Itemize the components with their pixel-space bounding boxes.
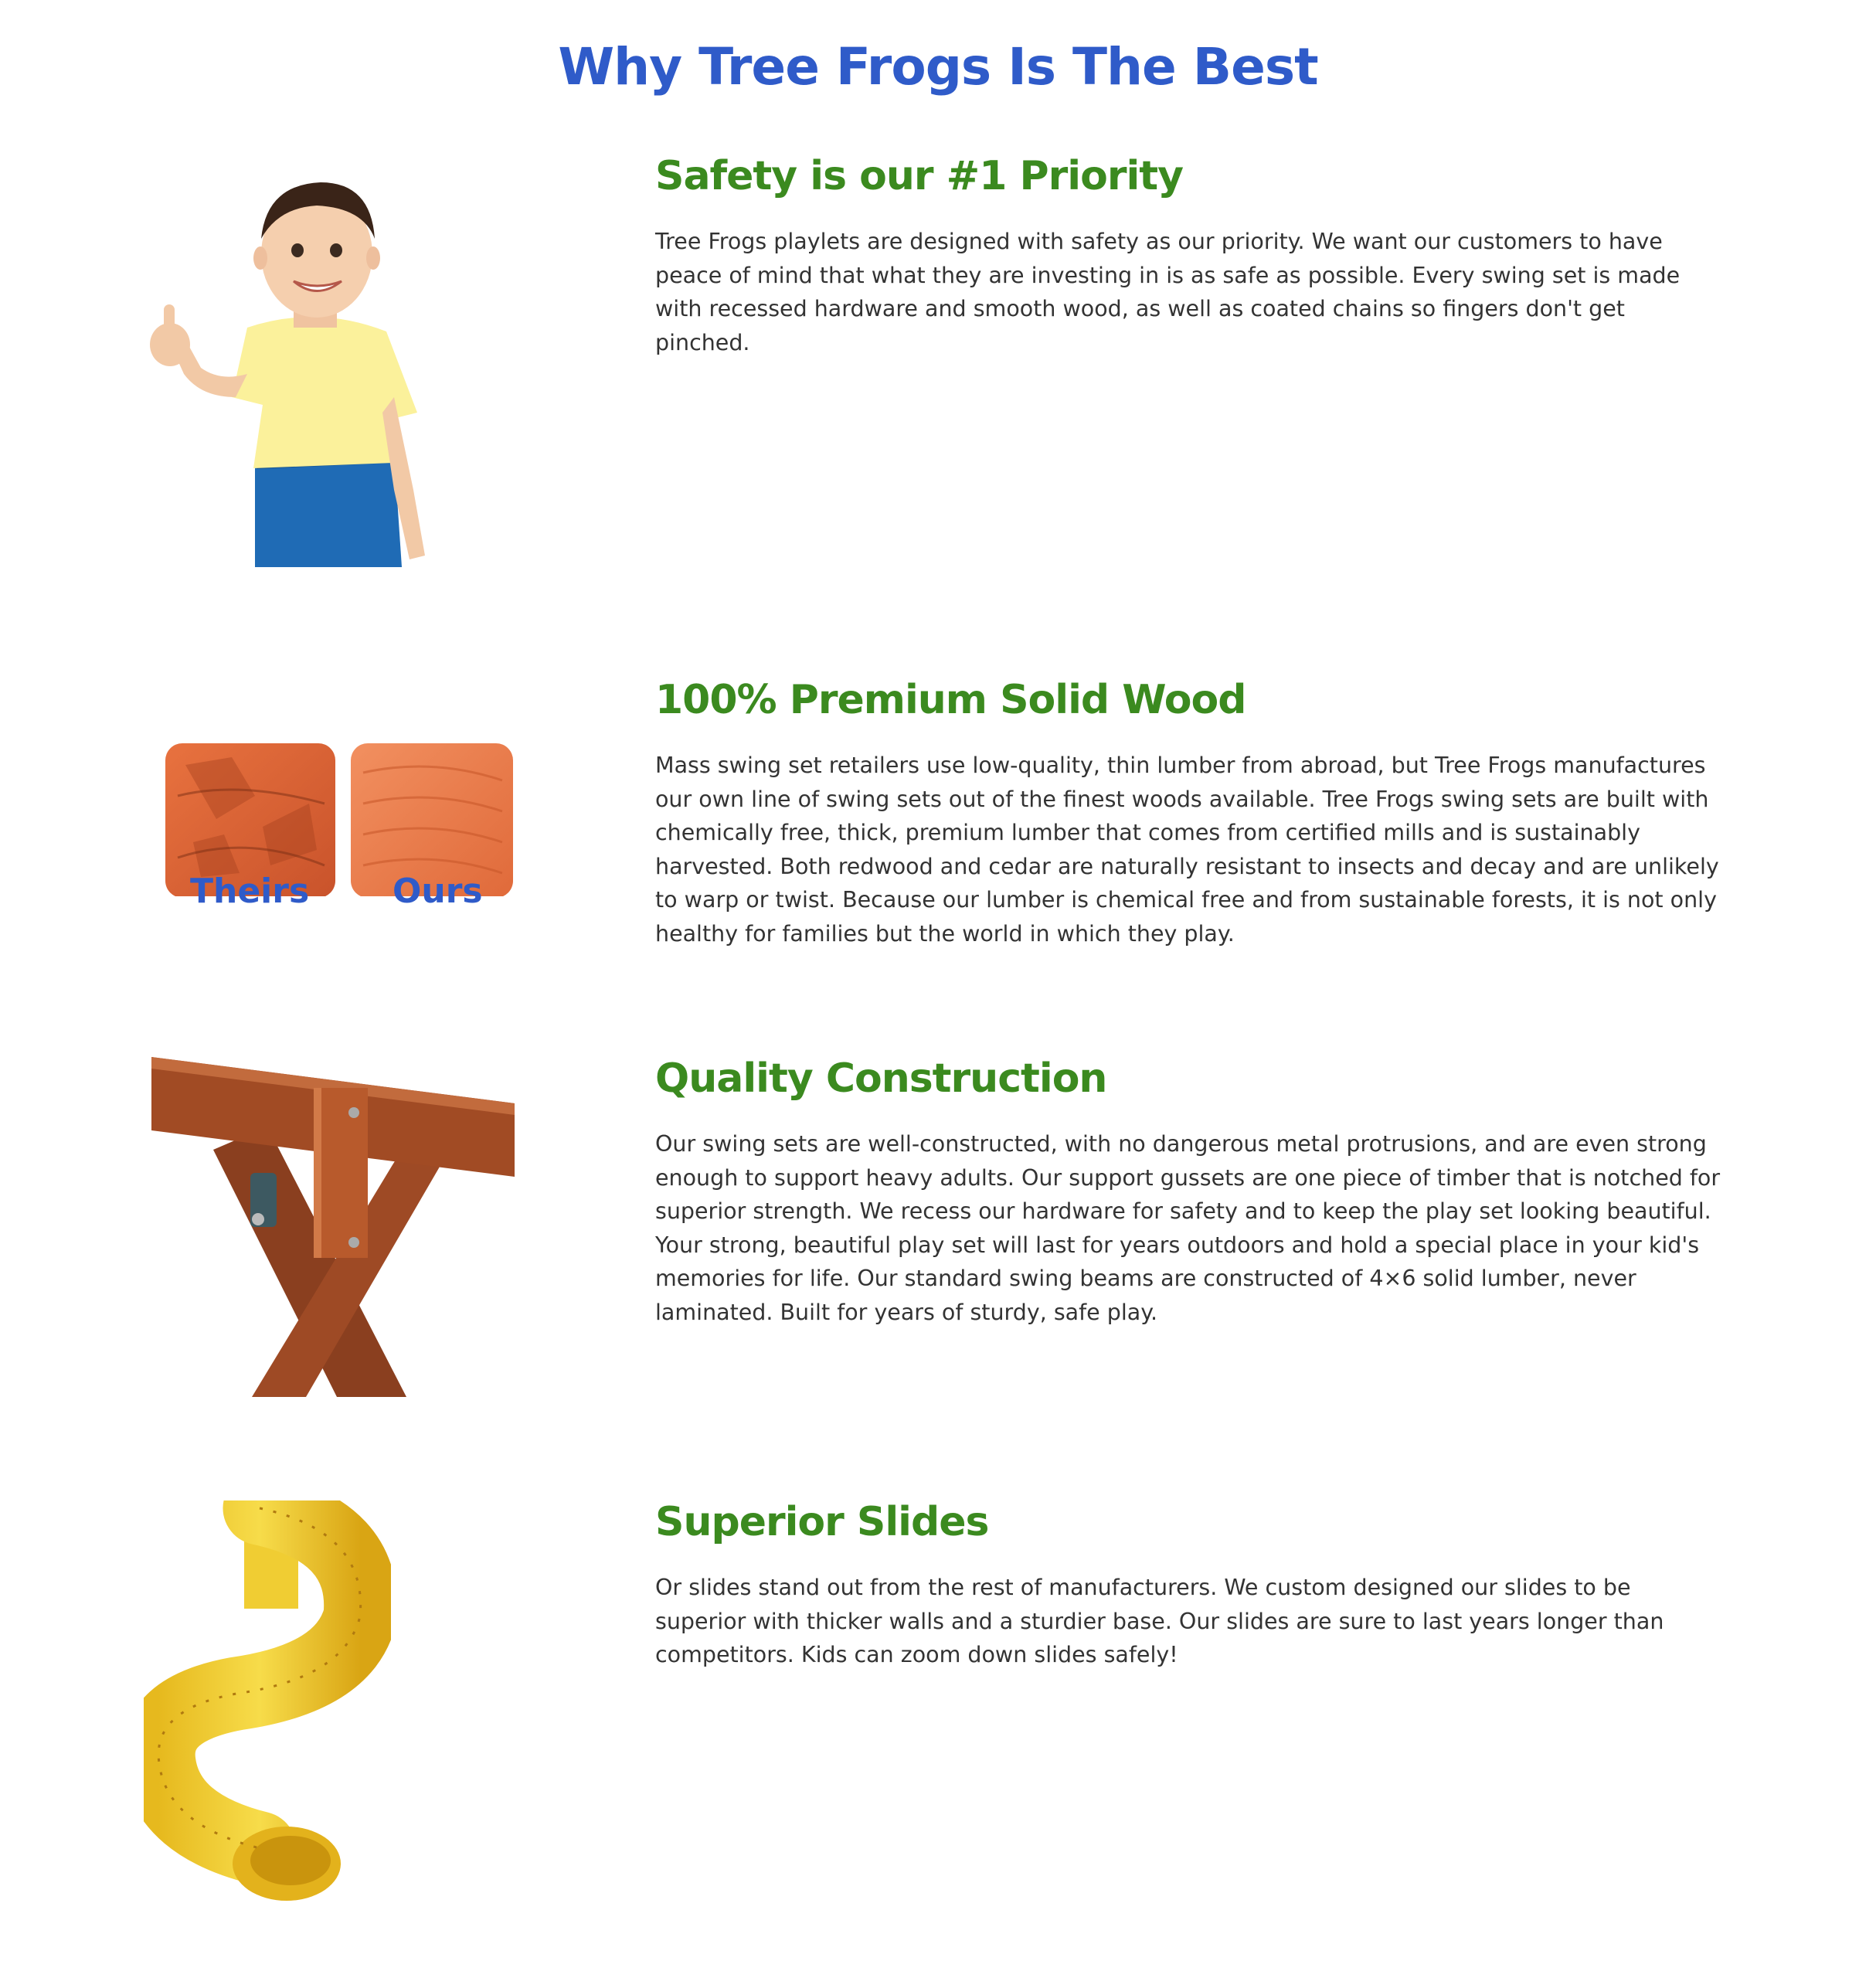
section-body: Mass swing set retailers use low-quality, thin lumber from abroad, but Tree Frogs manufactures our own line of swing sets out of the finest woods available. Tree Frogs swing sets are built with chemically free, thick, premium lumber that comes from certified mills and is sustainably harvested. Both redwood and cedar are naturally resistant to insects and decay and are unlikely to warp or twist. Because our lumber is chemical free and from sustainable forests, it is not only healthy for families but the world in which they play. — [655, 753, 1719, 947]
spiral-slide-icon — [144, 1500, 391, 1902]
quality-construction-text — [655, 1057, 1721, 1329]
section-heading: Superior Slides — [655, 1499, 989, 1545]
beam-joint-icon — [151, 1057, 515, 1397]
child-image — [139, 165, 456, 567]
premium-wood-text — [655, 678, 1721, 950]
section-heading: Quality Construction — [655, 1055, 1107, 1102]
child-illustration-icon — [139, 165, 456, 567]
section-body: Tree Frogs playlets are designed with safety as our priority. We want our customers to have peace of mind that what they are investing in is as safe as possible. Every swing set is made with recessed hardware and smooth wood, as well as coated chains so fingers don't get pinched. — [655, 229, 1681, 355]
safety-text — [655, 155, 1721, 359]
wood-comparison-image — [162, 711, 525, 896]
slide-image — [144, 1500, 391, 1902]
wood-blocks-icon — [162, 711, 525, 896]
page-title: Why Tree Frogs Is The Best — [558, 37, 1318, 97]
superior-slides-text — [655, 1500, 1721, 1672]
wood-label-ours: Ours — [393, 872, 483, 911]
wood-label-theirs: Theirs — [190, 872, 310, 911]
section-body: Our swing sets are well-constructed, with no dangerous metal protrusions, and are even strong enough to support heavy adults. Our support gussets are one piece of timber that is notched for superior strength. We recess our hardware for safety and to keep the play set looking beautiful. Your strong, beautiful play set will last for years outdoors and hold a special place in your kid's memories for life. Our standard swing beams are constructed of 4×6 solid lumber, never laminated. Built for years of sturdy, safe play. — [655, 1131, 1721, 1325]
section-heading: 100% Premium Solid Wood — [655, 677, 1246, 723]
section-body: Or slides stand out from the rest of manufacturers. We custom designed our slides to be superior with thicker walls and a sturdier base. Our slides are sure to last years longer than competitors. Kids can zoom down slides safely! — [655, 1575, 1664, 1668]
swing-beam-image — [151, 1057, 515, 1397]
section-heading: Safety is our #1 Priority — [655, 153, 1184, 199]
